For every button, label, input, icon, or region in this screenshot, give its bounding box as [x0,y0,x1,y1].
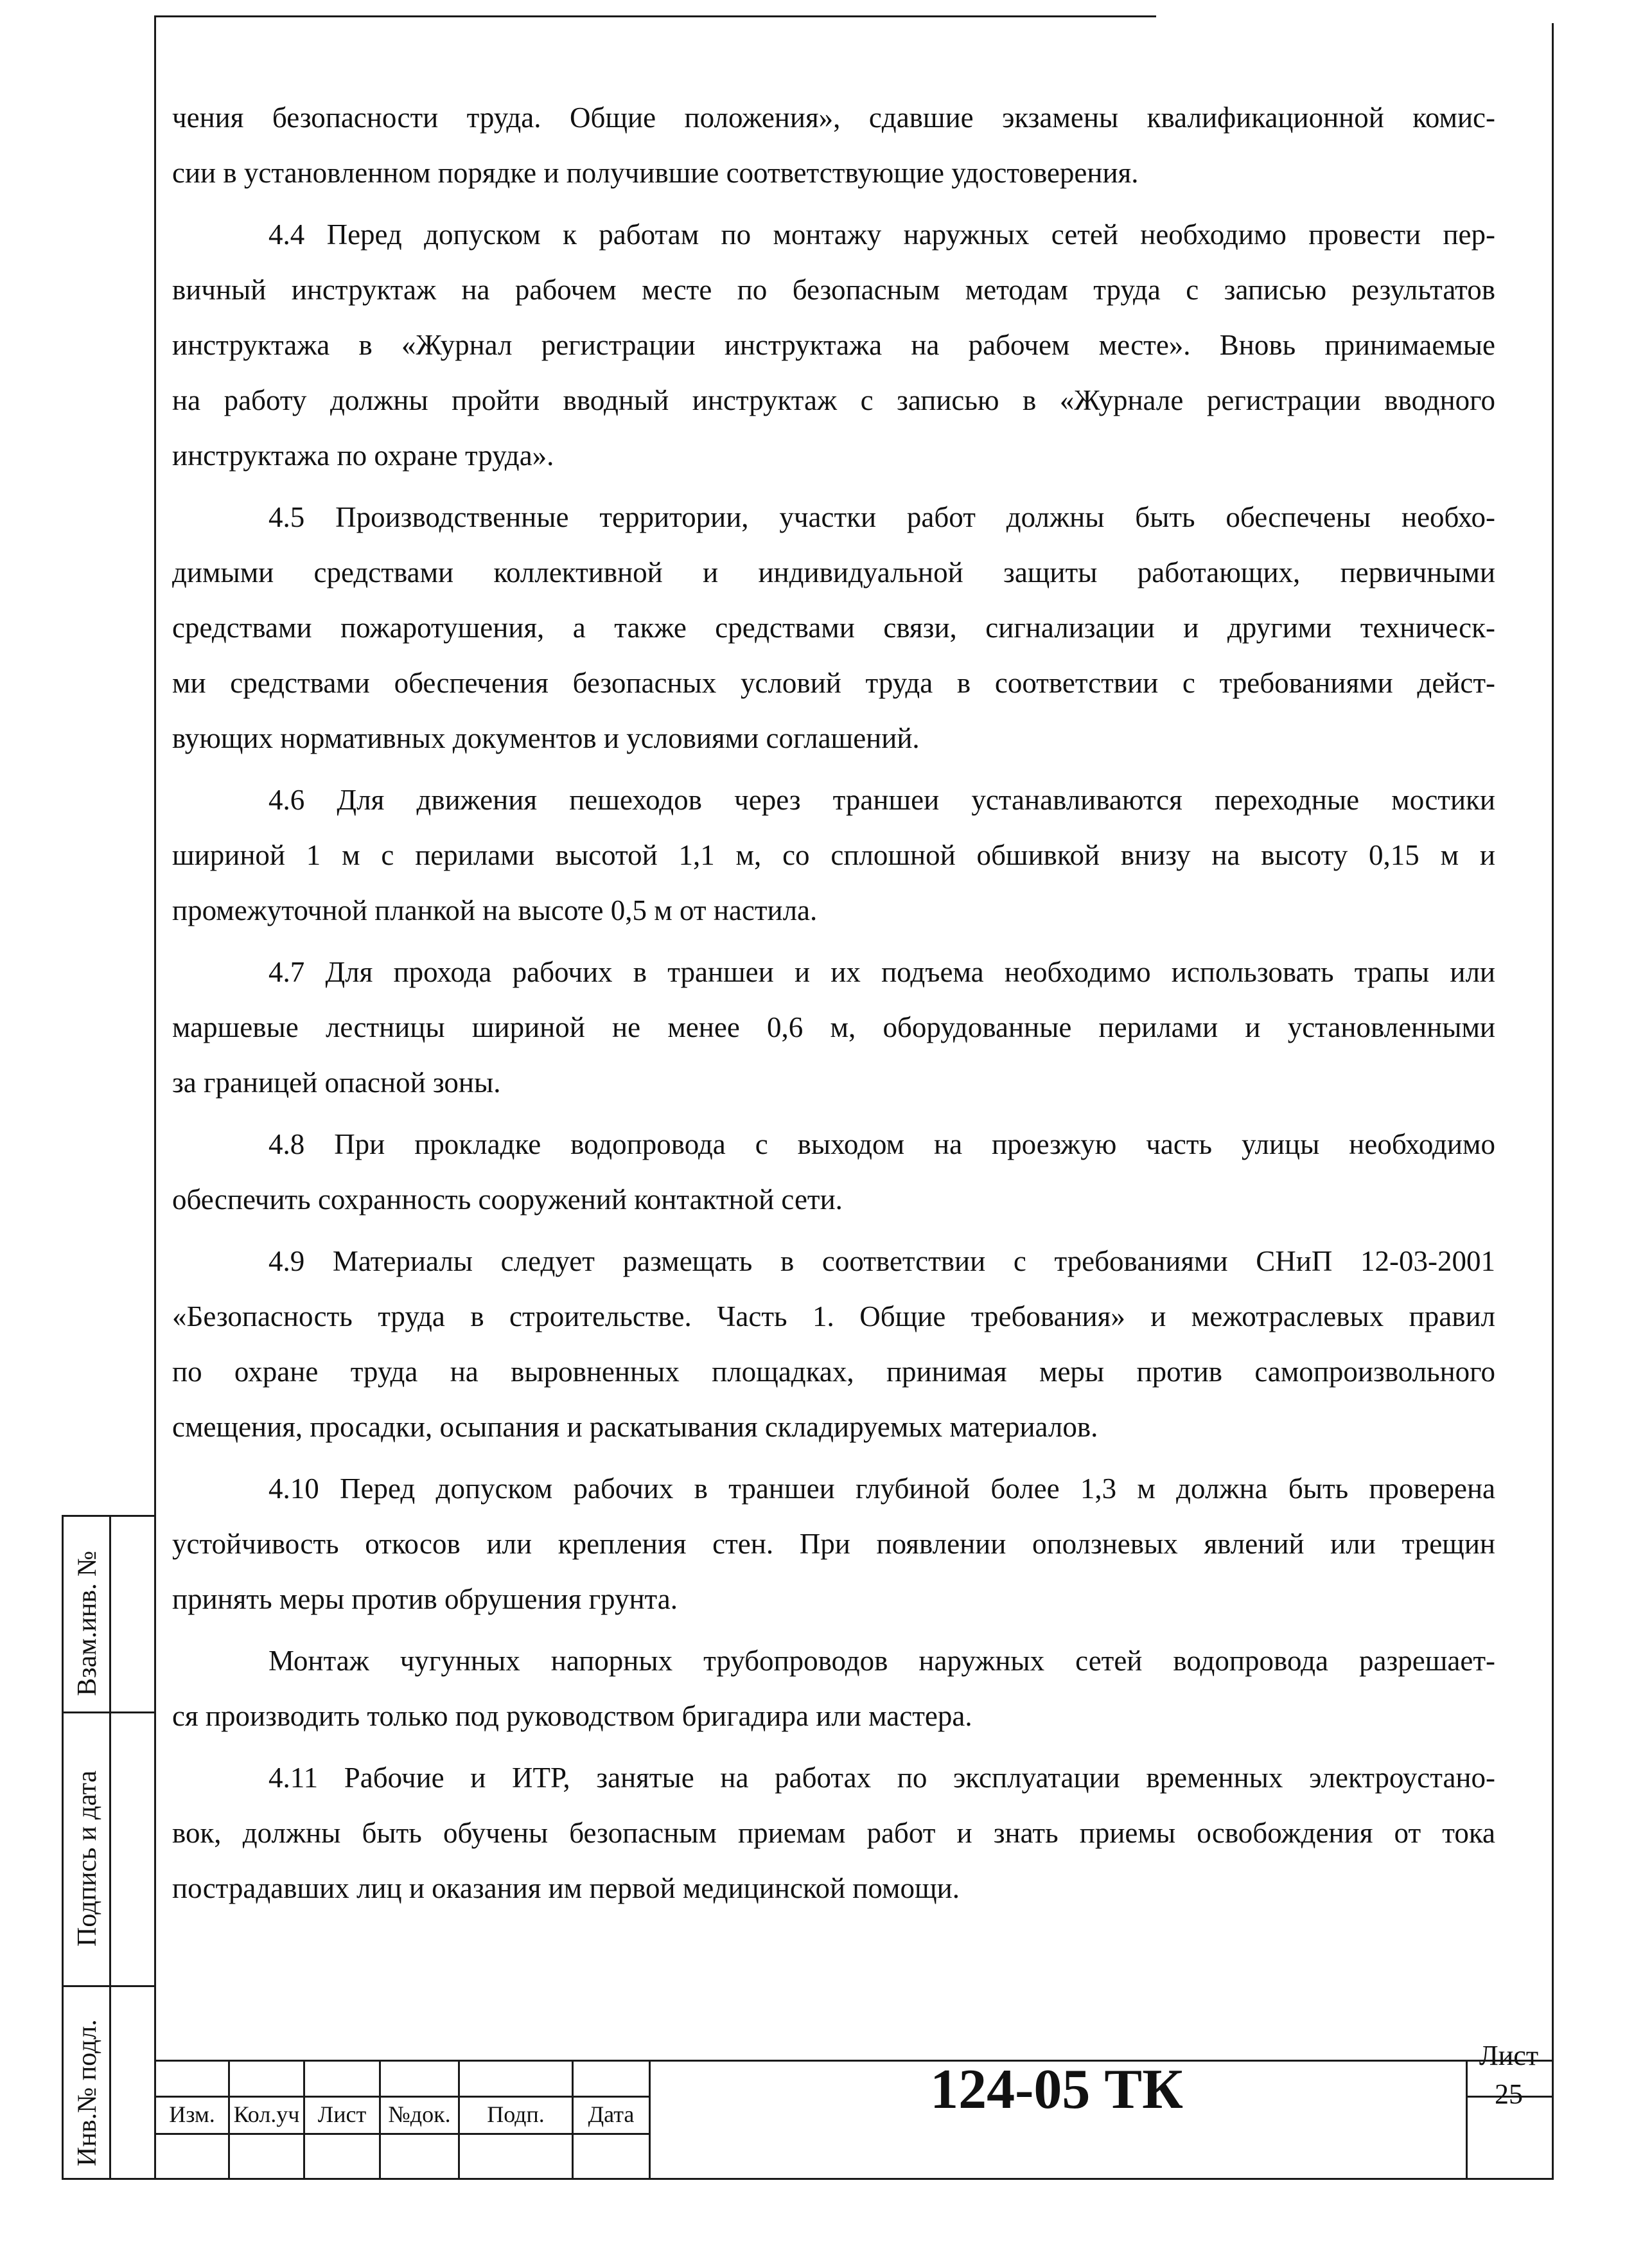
text-line: инструктажа в «Журнал регистрации инструктажа на рабочем месте». Вновь принимаемые [172,329,1495,361]
document-body [172,90,1495,1916]
text-line: 4.6 Для движения пешеходов через траншеи устанавливаются переходные мостики [268,784,1495,816]
stamp-vzam-label: Взам.инв. № [73,1550,102,1696]
col-kol-uch: Кол.уч [233,2101,300,2127]
document-code: 124-05 ТК [930,2058,1183,2121]
text-line: вок, должны быть обучены безопасным приемам работ и знать приемы освобождения от тока [172,1817,1495,1849]
text-line: промежуточной планкой на высоте 0,5 м от настила. [172,894,818,926]
text-line: 4.8 При прокладке водопровода с выходом на проезжую часть улицы необходимо [268,1128,1495,1160]
text-line: сии в установленном порядке и получившие соответствующие удостоверения. [172,157,1139,189]
frame-right [1552,23,1554,2179]
text-line: маршевые лестницы шириной не менее 0,6 м, оборудованные перилами и установленными [172,1011,1495,1043]
paragraph [172,1633,1495,1744]
frame-top [154,15,1156,17]
paragraph [172,944,1495,1110]
col-podp: Подп. [487,2101,545,2127]
text-line: на работу должны пройти вводный инструктаж с записью в «Журнале регистрации вводного [172,384,1495,416]
frame-left [154,15,156,2179]
stamp-sep-1 [62,1711,156,1713]
text-line: «Безопасность труда в строительстве. Часть 1. Общие требования» и межотраслевых правил [172,1300,1495,1332]
text-line: 4.7 Для прохода рабочих в траншеи и их подъема необходимо использовать трапы или [268,956,1495,988]
text-line: вующих нормативных документов и условиями соглашений. [172,722,920,754]
paragraph [172,1117,1495,1227]
paragraph [172,207,1495,483]
text-line: вичный инструктаж на рабочем месте по безопасным методам труда с записью результатов [172,274,1495,306]
text-line: Монтаж чугунных напорных трубопроводов наружных сетей водопровода разрешает- [268,1645,1495,1677]
text-line: за границей опасной зоны. [172,1066,501,1099]
text-line: обеспечить сохранность сооружений контактной сети. [172,1183,843,1216]
text-line: 4.5 Производственные территории, участки работ должны быть обеспечены необхо- [268,501,1495,533]
text-line: димыми средствами коллективной и индивидуальной защиты работающих, первичными [172,556,1495,588]
sheet-number: 25 [1495,2078,1523,2110]
paragraph [172,1461,1495,1627]
text-line: ми средствами обеспечения безопасных условий труда в соответствии с требованиями дейст- [172,667,1495,699]
paragraph [172,90,1495,200]
text-line: 4.9 Материалы следует размещать в соответствии с требованиями СНиП 12-03-2001 [268,1245,1495,1277]
paragraph [172,1234,1495,1455]
col-list: Лист [317,2101,367,2127]
text-line: принять меры против обрушения грунта. [172,1583,678,1615]
col-izm: Изм. [169,2101,215,2127]
stamp-divider [109,1515,111,2179]
text-line: пострадавших лиц и оказания им первой медицинской помощи. [172,1872,960,1904]
stamp-left-edge [62,1515,64,2179]
paragraph [172,1750,1495,1916]
text-line: средствами пожаротушения, а также средствами связи, сигнализации и другими техническ- [172,612,1495,644]
stamp-sep-2 [62,1985,156,1987]
text-line: по охране труда на выровненных площадках, принимая меры против самопроизвольного [172,1356,1495,1388]
stamp-podpis-label: Подпись и дата [73,1770,102,1947]
text-line: инструктажа по охране труда». [172,439,554,472]
stamp-top [62,1515,156,1517]
text-line: 4.11 Рабочие и ИТР, занятые на работах по эксплуатации временных электроустано- [268,1762,1495,1794]
text-line: смещения, просадки, осыпания и раскатывания складируемых материалов. [172,1411,1098,1443]
text-line: 4.10 Перед допуском рабочих в траншеи глубиной более 1,3 м должна быть проверена [268,1472,1495,1505]
text-line: чения безопасности труда. Общие положения», сдавшие экзамены квалификационной комис- [172,102,1495,134]
text-line: ся производить только под руководством бригадира или мастера. [172,1700,972,1732]
sheet-label: Лист [1479,2040,1539,2071]
paragraph [172,772,1495,938]
text-line: 4.4 Перед допуском к работам по монтажу наружных сетей необходимо провести пер- [268,218,1495,251]
col-data: Дата [588,2101,635,2127]
text-line: шириной 1 м с перилами высотой 1,1 м, со сплошной обшивкой внизу на высоту 0,15 м и [172,839,1495,871]
frame-bottom [62,2178,1554,2180]
text-line: устойчивость откосов или крепления стен. При появлении оползневых явлений или трещин [172,1528,1495,1560]
stamp-inv-label: Инв.№ подл. [73,2019,102,2166]
col-ndok: №док. [388,2101,451,2127]
paragraph [172,490,1495,766]
